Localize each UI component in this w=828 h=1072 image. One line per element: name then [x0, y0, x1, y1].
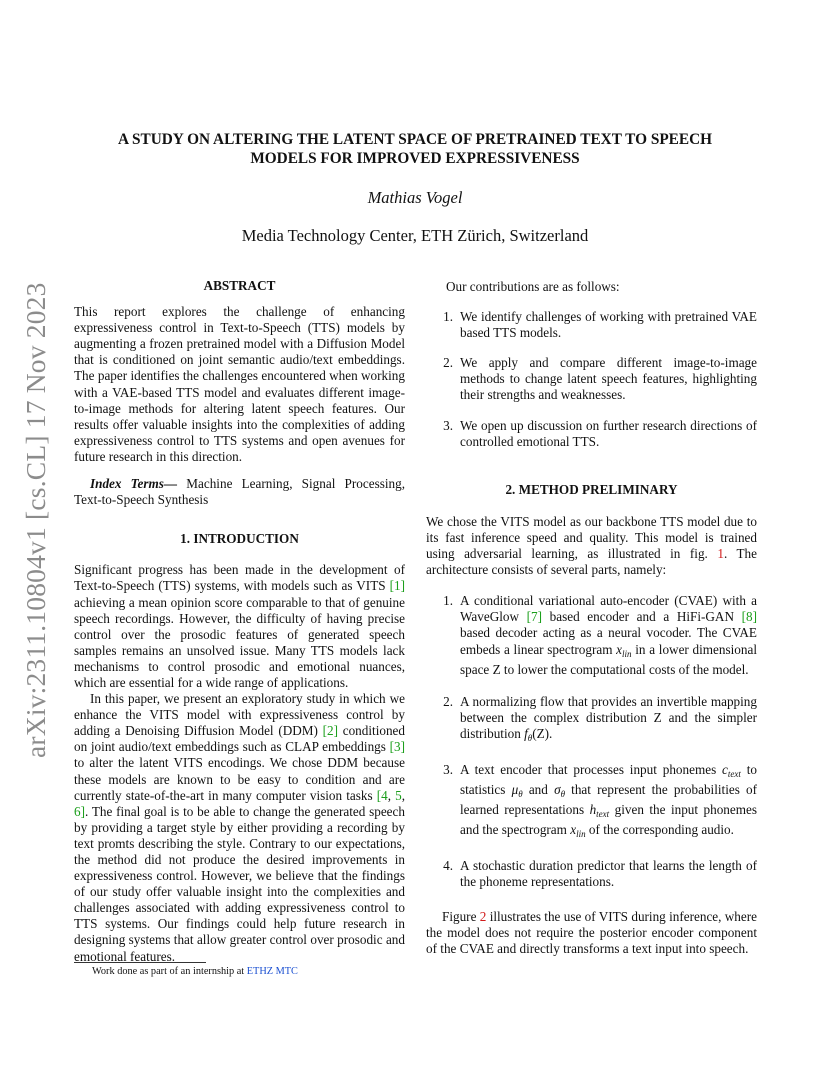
list-number: 3.: [443, 417, 453, 433]
intro-heading: 1. INTRODUCTION: [180, 531, 299, 547]
footnote-link[interactable]: ETHZ MTC: [246, 966, 298, 977]
citation-link[interactable]: [8]: [741, 609, 757, 625]
index-terms-text: Machine Learning, Signal Processing, Text-to-Speech Synthesis: [74, 476, 405, 508]
list-text: We identify challenges of working with pretrained VAE based TTS models.: [460, 309, 757, 341]
text-run: Significant progress has been made in the development of Text-to-Speech (TTS) systems, with models such as VITS: [74, 562, 405, 594]
citation-link[interactable]: 6]: [74, 803, 85, 819]
text-run: ,: [387, 787, 396, 803]
math-symbol: σ: [554, 782, 561, 798]
citation-link[interactable]: [7]: [526, 609, 543, 625]
math-subscript: θ: [560, 789, 565, 800]
list-number: 4.: [443, 858, 453, 874]
text-run: We chose the VITS model as our backbone TTS model due to its fast inference speed and quality. This model is trained using adversarial learning, as illustrated in fig.: [426, 513, 757, 562]
list-text: [460, 593, 757, 677]
math-symbol: μ: [511, 782, 519, 798]
title-line-1: A STUDY ON ALTERING THE LATENT SPACE OF PRETRAINED TEXT TO SPEECH: [117, 131, 713, 148]
abstract-text: This report explores the challenge of enhancing expressiveness control in Text-to-Speech (TTS) models by augmenting a frozen pretrained model with a Diffusion Model that is conditioned on joint semantic audio/text embeddings. The paper identifies the challenges encountered when working with a VAE-based TTS model and evaluates different image-to-image methods for altering latent speech features. Our results offer valuable insights into the complexities of adding expressiveness control to TTS systems and open avenues for future research in this direction.: [74, 304, 405, 464]
list-number: 3.: [443, 761, 453, 777]
contrib-list: [426, 309, 757, 450]
math-subscript: θ: [518, 789, 523, 800]
title-line-2: MODELS FOR IMPROVED EXPRESSIVENESS: [250, 150, 580, 167]
figure-link[interactable]: 1: [717, 546, 724, 562]
list-number: 2.: [443, 693, 453, 709]
figure-link[interactable]: 2: [479, 908, 487, 924]
list-item: [426, 418, 757, 450]
list-number: 1.: [443, 309, 453, 325]
arxiv-stamp: arXiv:2311.10804v1 [cs.CL] 17 Nov 2023: [20, 282, 51, 758]
list-text: We open up discussion on further research directions of controlled emotional TTS.: [460, 417, 757, 449]
math-subscript: lin: [622, 648, 632, 659]
list-text: A stochastic duration predictor that learns the length of the phoneme representations.: [460, 858, 757, 890]
list-item: [426, 762, 757, 842]
author-name: Mathias Vogel: [367, 188, 463, 207]
list-item: [426, 858, 757, 890]
text-run: A normalizing flow that provides an invertible mapping between the complex distribution Z and the simpler distribution: [460, 693, 757, 741]
text-run: . The architecture consists of several parts, namely:: [426, 546, 757, 578]
text-run: of the corresponding audio.: [585, 822, 734, 838]
parts-list: [426, 593, 757, 890]
footnote-text: Work done as part of an internship at: [92, 966, 247, 977]
citation-link[interactable]: 5: [395, 787, 402, 803]
text-run: that represent the probabilities of learned representations: [460, 782, 758, 818]
method-heading: 2. METHOD PRELIMINARY: [505, 481, 678, 497]
text-run: based decoder acting as a neural vocoder. The CVAE embeds a linear spectrogram: [460, 625, 757, 657]
list-item: [426, 355, 757, 403]
text-run: A text encoder that processes input phonemes: [460, 761, 723, 777]
citation-link[interactable]: [4: [376, 787, 388, 803]
right-column: [426, 278, 757, 957]
contrib-lead: Our contributions are as follows:: [446, 279, 620, 294]
text-run: in a lower dimensional space Z to lower the computational costs of the model.: [460, 641, 757, 677]
text-run: Figure: [442, 908, 480, 924]
math-subscript: lin: [576, 829, 586, 840]
math-symbol: f: [524, 725, 528, 741]
left-column: [74, 278, 405, 965]
list-item: [426, 694, 757, 746]
text-run: In this paper, we present an exploratory study in which we enhance the VITS model with expressiveness control by adding a Denoising Diffusion Model (DDM): [74, 691, 405, 739]
math-subscript: text: [596, 809, 610, 820]
text-run: to alter the latent VITS encodings. We chose DDM because these models are known to be easy to condition and are currently state-of-the-art in many computer vision tasks: [74, 755, 405, 803]
text-run: to statistics: [460, 761, 757, 798]
list-text: [460, 762, 757, 842]
method-paragraph-2: [426, 909, 757, 957]
text-run: based encoder and a HiFi-GAN: [542, 609, 742, 625]
footnote: [92, 966, 298, 977]
citation-link[interactable]: [1]: [389, 578, 405, 594]
text-run: conditioned on joint audio/text embeddings such as CLAP embeddings: [74, 723, 405, 755]
index-terms: [74, 476, 405, 508]
text-run: achieving a mean opinion score comparable to that of genuine speech recordings. However, the difficulty of having precise control over the prosodic features of generated speech samples remains an unsolved issue. Many TTS models lack mechanisms to control prosodic and emotional nuances, which are essential for a wide range of applications.: [74, 594, 405, 690]
list-number: 1.: [443, 593, 453, 609]
text-run: A conditional variational auto-encoder (CVAE) with a WaveGlow: [460, 593, 757, 625]
math-subscript: θ: [527, 732, 533, 743]
abstract-heading: ABSTRACT: [203, 278, 276, 293]
index-terms-label: Index Terms—: [90, 476, 178, 492]
text-run: given the input phonemes and the spectrogram: [460, 802, 757, 838]
affiliation: Media Technology Center, ETH Zürich, Switzerland: [241, 226, 589, 245]
citation-link[interactable]: [2]: [322, 723, 338, 739]
intro-paragraph-1: [74, 562, 405, 691]
citation-link[interactable]: [3]: [389, 739, 405, 755]
text-run: ,: [401, 787, 406, 803]
list-text: We apply and compare different image-to-image methods to change latent speech features, highlighting their strengths and weaknesses.: [460, 355, 757, 403]
text-run: (Z).: [532, 725, 553, 741]
intro-paragraph-2: [74, 691, 405, 965]
math-subscript: text: [727, 768, 741, 779]
text-run: illustrates the use of VITS during inference, where the model does not require the posterior encoder component of the CVAE and directly transforms a text input into speech.: [426, 908, 757, 956]
list-text: [460, 694, 757, 746]
list-item: [426, 593, 757, 677]
math-symbol: x: [616, 641, 623, 657]
method-paragraph-1: [426, 514, 757, 578]
list-item: [426, 309, 757, 341]
text-run: and: [522, 782, 555, 798]
list-number: 2.: [443, 355, 453, 371]
math-symbol: c: [722, 761, 728, 777]
math-symbol: x: [570, 822, 577, 838]
footnote-rule: [74, 962, 206, 963]
text-run: . The final goal is to be able to change the generated speech by providing a target style by either providing a recording by text promts describing the style. Contrary to our expectations, the method did not produce the desired improvements in expressiveness control. However, we believe that the findings of our study offer valuable insight into the complexities and challenges associated with adding expressiveness control to TTS systems. Our findings could help future research in designing systems that allow greater control over prosodic and emotional features.: [74, 803, 405, 964]
paper-title: [60, 130, 770, 168]
math-symbol: h: [589, 802, 597, 818]
